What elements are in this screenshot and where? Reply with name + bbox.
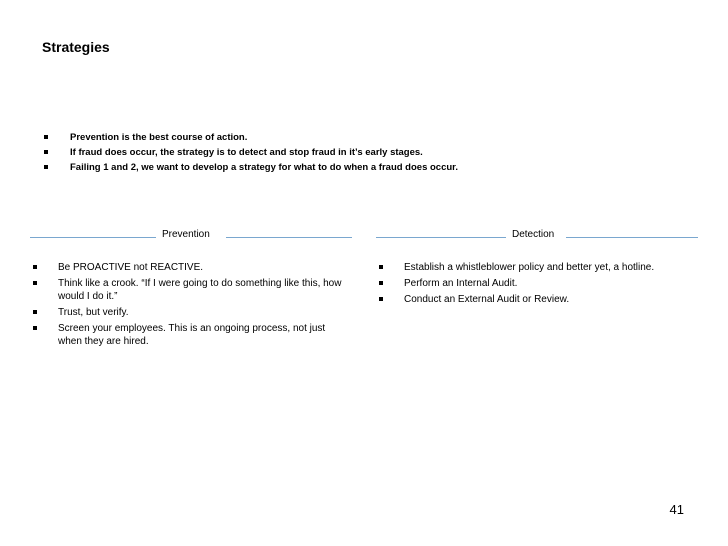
square-bullet-icon (44, 165, 48, 169)
header-rule-right (226, 237, 352, 238)
slide-title: Strategies (42, 39, 110, 55)
detection-column (376, 227, 698, 305)
square-bullet-icon (44, 135, 48, 139)
detection-item (376, 293, 698, 306)
prevention-item (30, 277, 346, 303)
header-rule-left (30, 237, 156, 238)
prevention-heading: Prevention (162, 229, 210, 240)
detection-heading: Detection (512, 229, 555, 240)
detection-list (376, 261, 698, 309)
header-rule-right (566, 237, 698, 238)
prevention-item-text: Be PROACTIVE not REACTIVE. (58, 262, 204, 273)
square-bullet-icon (379, 265, 383, 269)
square-bullet-icon (379, 297, 383, 301)
prevention-column (30, 227, 352, 347)
intro-bullet-list (44, 130, 458, 175)
prevention-list (30, 261, 346, 351)
square-bullet-icon (33, 265, 37, 269)
square-bullet-icon (33, 281, 37, 285)
intro-bullet-text: Prevention is the best course of action. (70, 132, 248, 143)
detection-header (376, 227, 698, 243)
detection-item (376, 261, 698, 274)
intro-bullet-item (44, 160, 458, 175)
square-bullet-icon (379, 281, 383, 285)
detection-item-text: Perform an Internal Audit. (404, 278, 518, 289)
square-bullet-icon (44, 150, 48, 154)
page-number: 41 (669, 502, 684, 517)
prevention-header (30, 227, 352, 243)
intro-bullet-text: Failing 1 and 2, we want to develop a strategy for what to do when a fraud does occur. (70, 162, 458, 173)
prevention-item-text: Screen your employees. This is an ongoing process, not just when they are hired. (58, 323, 326, 347)
square-bullet-icon (33, 326, 37, 330)
header-rule-left (376, 237, 506, 238)
prevention-item-text: Trust, but verify. (58, 307, 129, 318)
intro-bullet-item (44, 145, 458, 160)
intro-bullet-text: If fraud does occur, the strategy is to detect and stop fraud in it’s early stages. (70, 147, 423, 158)
prevention-item-text: Think like a crook. “If I were going to do something like this, how would I do it.” (58, 278, 342, 302)
intro-bullet-item (44, 130, 458, 145)
detection-item-text: Conduct an External Audit or Review. (404, 294, 570, 305)
prevention-item (30, 322, 346, 348)
detection-item (376, 277, 698, 290)
detection-item-text: Establish a whistleblower policy and better yet, a hotline. (404, 262, 655, 273)
prevention-item (30, 306, 346, 319)
prevention-item (30, 261, 346, 274)
square-bullet-icon (33, 310, 37, 314)
